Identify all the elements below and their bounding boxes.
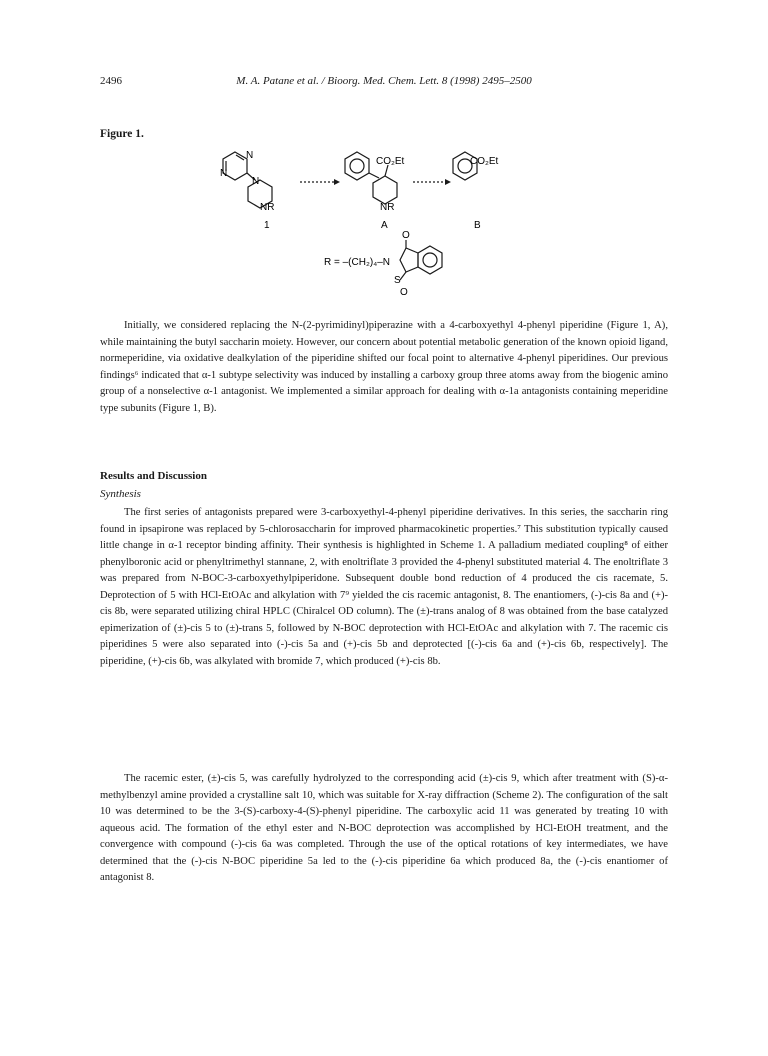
compound-label-a: A [381, 220, 388, 231]
arrowhead-1 [334, 179, 340, 185]
results-heading: Results and Discussion [100, 470, 207, 482]
arrowhead-2 [445, 179, 451, 185]
piperazine-n-top: N [252, 176, 260, 187]
ester-paragraph [100, 771, 668, 887]
compound-a-nr: NR [380, 202, 395, 213]
compound-b-co2et: CO₂Et [470, 156, 499, 167]
saccharin-s: S [394, 275, 401, 286]
running-header: M. A. Patane et al. / Bioorg. Med. Chem. Lett. 8 (1998) 2495–2500 [236, 75, 532, 87]
compound-a-co2et: CO₂Et [376, 156, 405, 167]
synthesis-paragraph [100, 505, 668, 670]
saccharin-o-bottom: O [400, 287, 408, 298]
pyrimidine-n1: N [246, 150, 254, 161]
piperidine-ring-a [373, 176, 397, 204]
ester-text: The racemic ester, (±)-cis 5, was carefully hydrolyzed to the corresponding acid (±)-cis 9, which after treatment with (S)-α-methylbenzyl amine provided a crystalline salt 10, which was suitable for X-ray diffraction (Scheme 2). The configuration of the salt 10 was determined to be the 3-(S)-carboxy-4-(S)-phenyl piperidine. The carboxylic acid 11 was generated by treating 10 with aqueous acid. The formation of the ethyl ester and N-BOC deprotection was accomplished by HCl-EtOH treatment, and the convergence with compound (-)-cis 6a was completed. Through the use of the optical rotations of key intermediates, we have determined that the (-)-cis N-BOC piperidine 5a led to the (-)-cis piperidine 6a which produced 8a, the (-)-cis enantiomer of antagonist 8. [100, 773, 668, 883]
synthesis-heading: Synthesis [100, 488, 141, 500]
figure-1-structures [100, 140, 499, 300]
saccharin-o-top: O [402, 230, 410, 241]
compound-label-1: 1 [264, 220, 270, 231]
r-definition: R = –(CH₂)₄–N [324, 257, 391, 268]
pyrimidine-n2: N [220, 168, 228, 179]
compound-label-b: B [474, 220, 481, 231]
compound-1-nr: NR [260, 202, 275, 213]
synthesis-text: The first series of antagonists prepared were 3-carboxyethyl-4-phenyl piperidine derivatives. In this series, the saccharin ring found in ipsapirone was replaced by 5-chlorosaccharin for improved pharmacokinetic properties.⁷ This substitution typically caused little change in α-1 receptor binding affinity. Their synthesis is highlighted in Scheme 1. A palladium mediated coupling⁸ of either phenylboronic acid or phenyltrimethyl stannane, 2, with enoltriflate 3 provided the 4-phenyl substituted material 4. The enoltriflate 3 was prepared from N-BOC-3-carboxyethylpiperidone. Subsequent double bond reduction of 4 produced the cis racemate, 5. Deprotection of 5 with HCl-EtOAc and alkylation with 7⁹ yielded the cis racemic antagonist, 8. The enantiomers, (-)-cis 8a and (+)-cis 8b, were separated utilizing chiral HPLC (Chiralcel OD column). The (±)-trans analog of 8 was obtained from the base catalyzed epimerization of (±)-cis 5 to (±)-trans 5, followed by N-BOC deprotection with HCl-EtOAc and alkylation with 7. The racemic cis piperidines 5 were also separated into (-)-cis 5a and (+)-cis 5b and deprotected [(-)-cis 6a and (+)-cis 6b, respectively]. The piperidine, (+)-cis 6b, was alkylated with bromide 7, which produced (+)-cis 8b. [100, 507, 668, 667]
phenyl-ring-a [345, 152, 369, 180]
figure-label: Figure 1. [100, 128, 144, 140]
saccharin-benzene-ring [418, 246, 442, 274]
page-number: 2496 [100, 75, 122, 87]
intro-text: Initially, we considered replacing the N-(2-pyrimidinyl)piperazine with a 4-carboxyethyl 4-phenyl piperidine (Figure 1, A), while maintaining the butyl saccharin moiety. However, our concern about potential metabolic generation of the known opioid ligand, normeperidine, via oxidative dealkylation of the piperidine shifted our focal point to alternative 4-phenyl piperidines. Our previous findings⁶ indicated that α-1 subtype selectivity was induced by installing a carboxy group three atoms away from the biogenic amino group of a nonselective α-1 antagonist. We implemented a similar approach for dealing with α-1a antagonists containing meperidine type subunits (Figure 1, B). [100, 320, 668, 414]
saccharin-five-ring [400, 248, 418, 272]
intro-paragraph [100, 318, 668, 417]
